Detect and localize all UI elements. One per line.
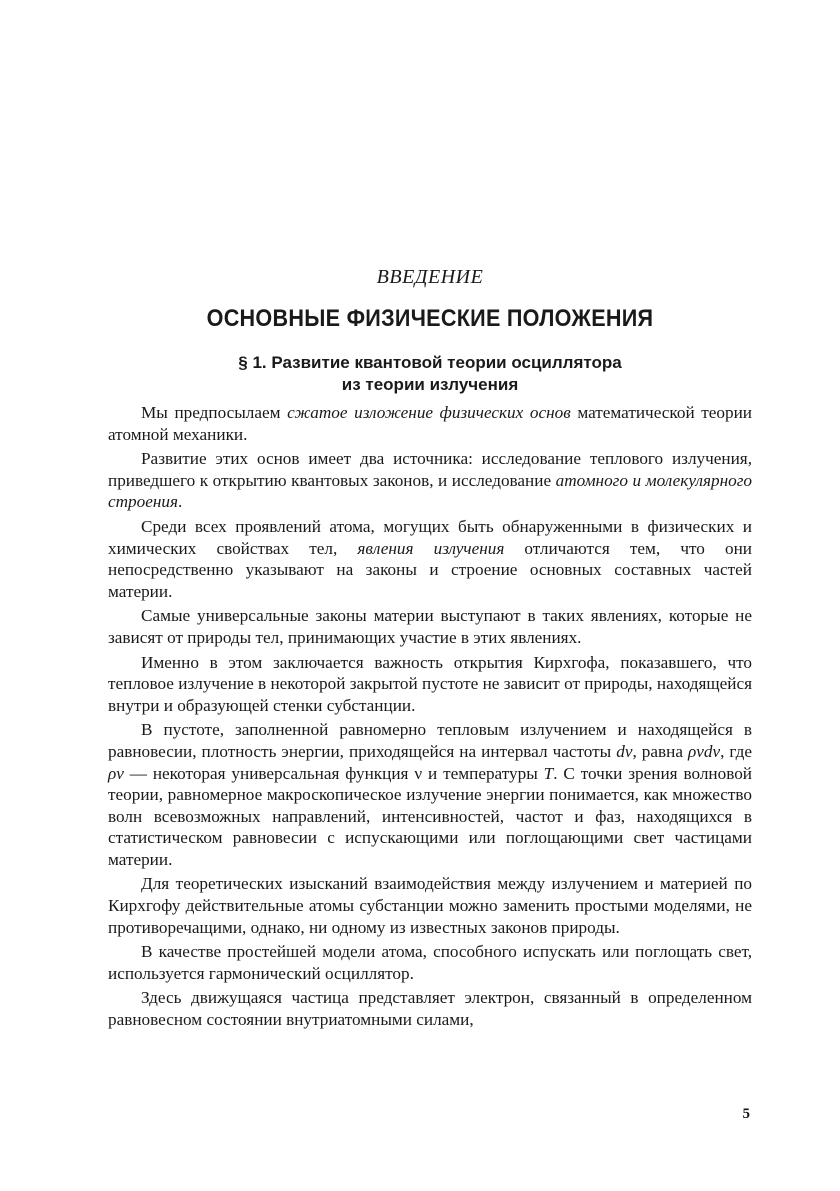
formula: dν (616, 741, 633, 761)
section-title-line-1: § 1. Развитие квантовой теории осциллятора (238, 353, 622, 372)
paragraph-3: Среди всех проявлений атома, могущих быть обнаруженными в физических и химических свойствах тел, явления излучения отличаются тем, что они непосредственно указывают на законы и строение основных составных частей материи. (108, 516, 752, 601)
emphasis: явления излучения (357, 538, 505, 558)
paragraph-8: В качестве простейшей модели атома, способного испускать или поглощать свет, используется гармонический осциллятор. (108, 942, 752, 983)
body-text (108, 402, 752, 1034)
page-number: 5 (742, 1106, 750, 1122)
book-page (108, 0, 752, 1191)
emphasis: сжатое изложение физических основ (287, 403, 571, 422)
section-title-line-2: из теории излучения (341, 375, 519, 394)
paragraph-5: Именно в этом заключается важность открытия Кирхгофа, показавшего, что тепловое излучение в некоторой закрытой пустоте не зависит от природы, находящейся внутри и образующей стенки субстанции. (108, 652, 752, 715)
chapter-title: ОСНОВНЫЕ ФИЗИЧЕСКИЕ ПОЛОЖЕНИЯ (206, 305, 654, 332)
formula: ρνdν (687, 741, 721, 761)
paragraph-6: В пустоте, заполненной равномерно тепловым излучением и находящейся в равновесии, плотность энергии, приходящейся на интервал частоты dν, равна ρνdν, где ρν — некоторая универсальная функция ν и температуры T. С точки зрения волновой теории, равномерное макроскопическое излучение энергии понимается, как множество волн всевозможных направлений, интенсивностей, частот и фаз, находящихся в статистическом равновесии с испускающими или поглощающими свет частицами материи. (108, 720, 752, 869)
paragraph-7: Для теоретических изысканий взаимодействия между излучением и материей по Кирхгофу действительные атомы субстанции можно заменить простыми моделями, не противоречащими, однако, ни одному из известных законов природы. (108, 874, 752, 937)
paragraph-9: Здесь движущаяся частица представляет электрон, связанный в определенном равновесном состоянии внутриатомными силами, (108, 988, 752, 1030)
part-title: ВВЕДЕНИЕ (376, 266, 484, 288)
formula: ρν (108, 763, 124, 783)
emphasis: атомного и молекулярного строения (108, 470, 753, 512)
section-title (108, 352, 752, 396)
formula: T (543, 763, 554, 783)
paragraph-4: Самые универсальные законы материи выступают в таких явлениях, которые не зависят от природы тел, принимающих участие в этих явлениях. (108, 606, 752, 647)
paragraph-2: Развитие этих основ имеет два источника: исследование теплового излучения, приведшего к открытию квантовых законов, и исследование атомного и молекулярного строения. (108, 449, 753, 512)
paragraph-1: Мы предпосылаем сжатое изложение физических основ математической теории атомной механики. (108, 403, 752, 444)
